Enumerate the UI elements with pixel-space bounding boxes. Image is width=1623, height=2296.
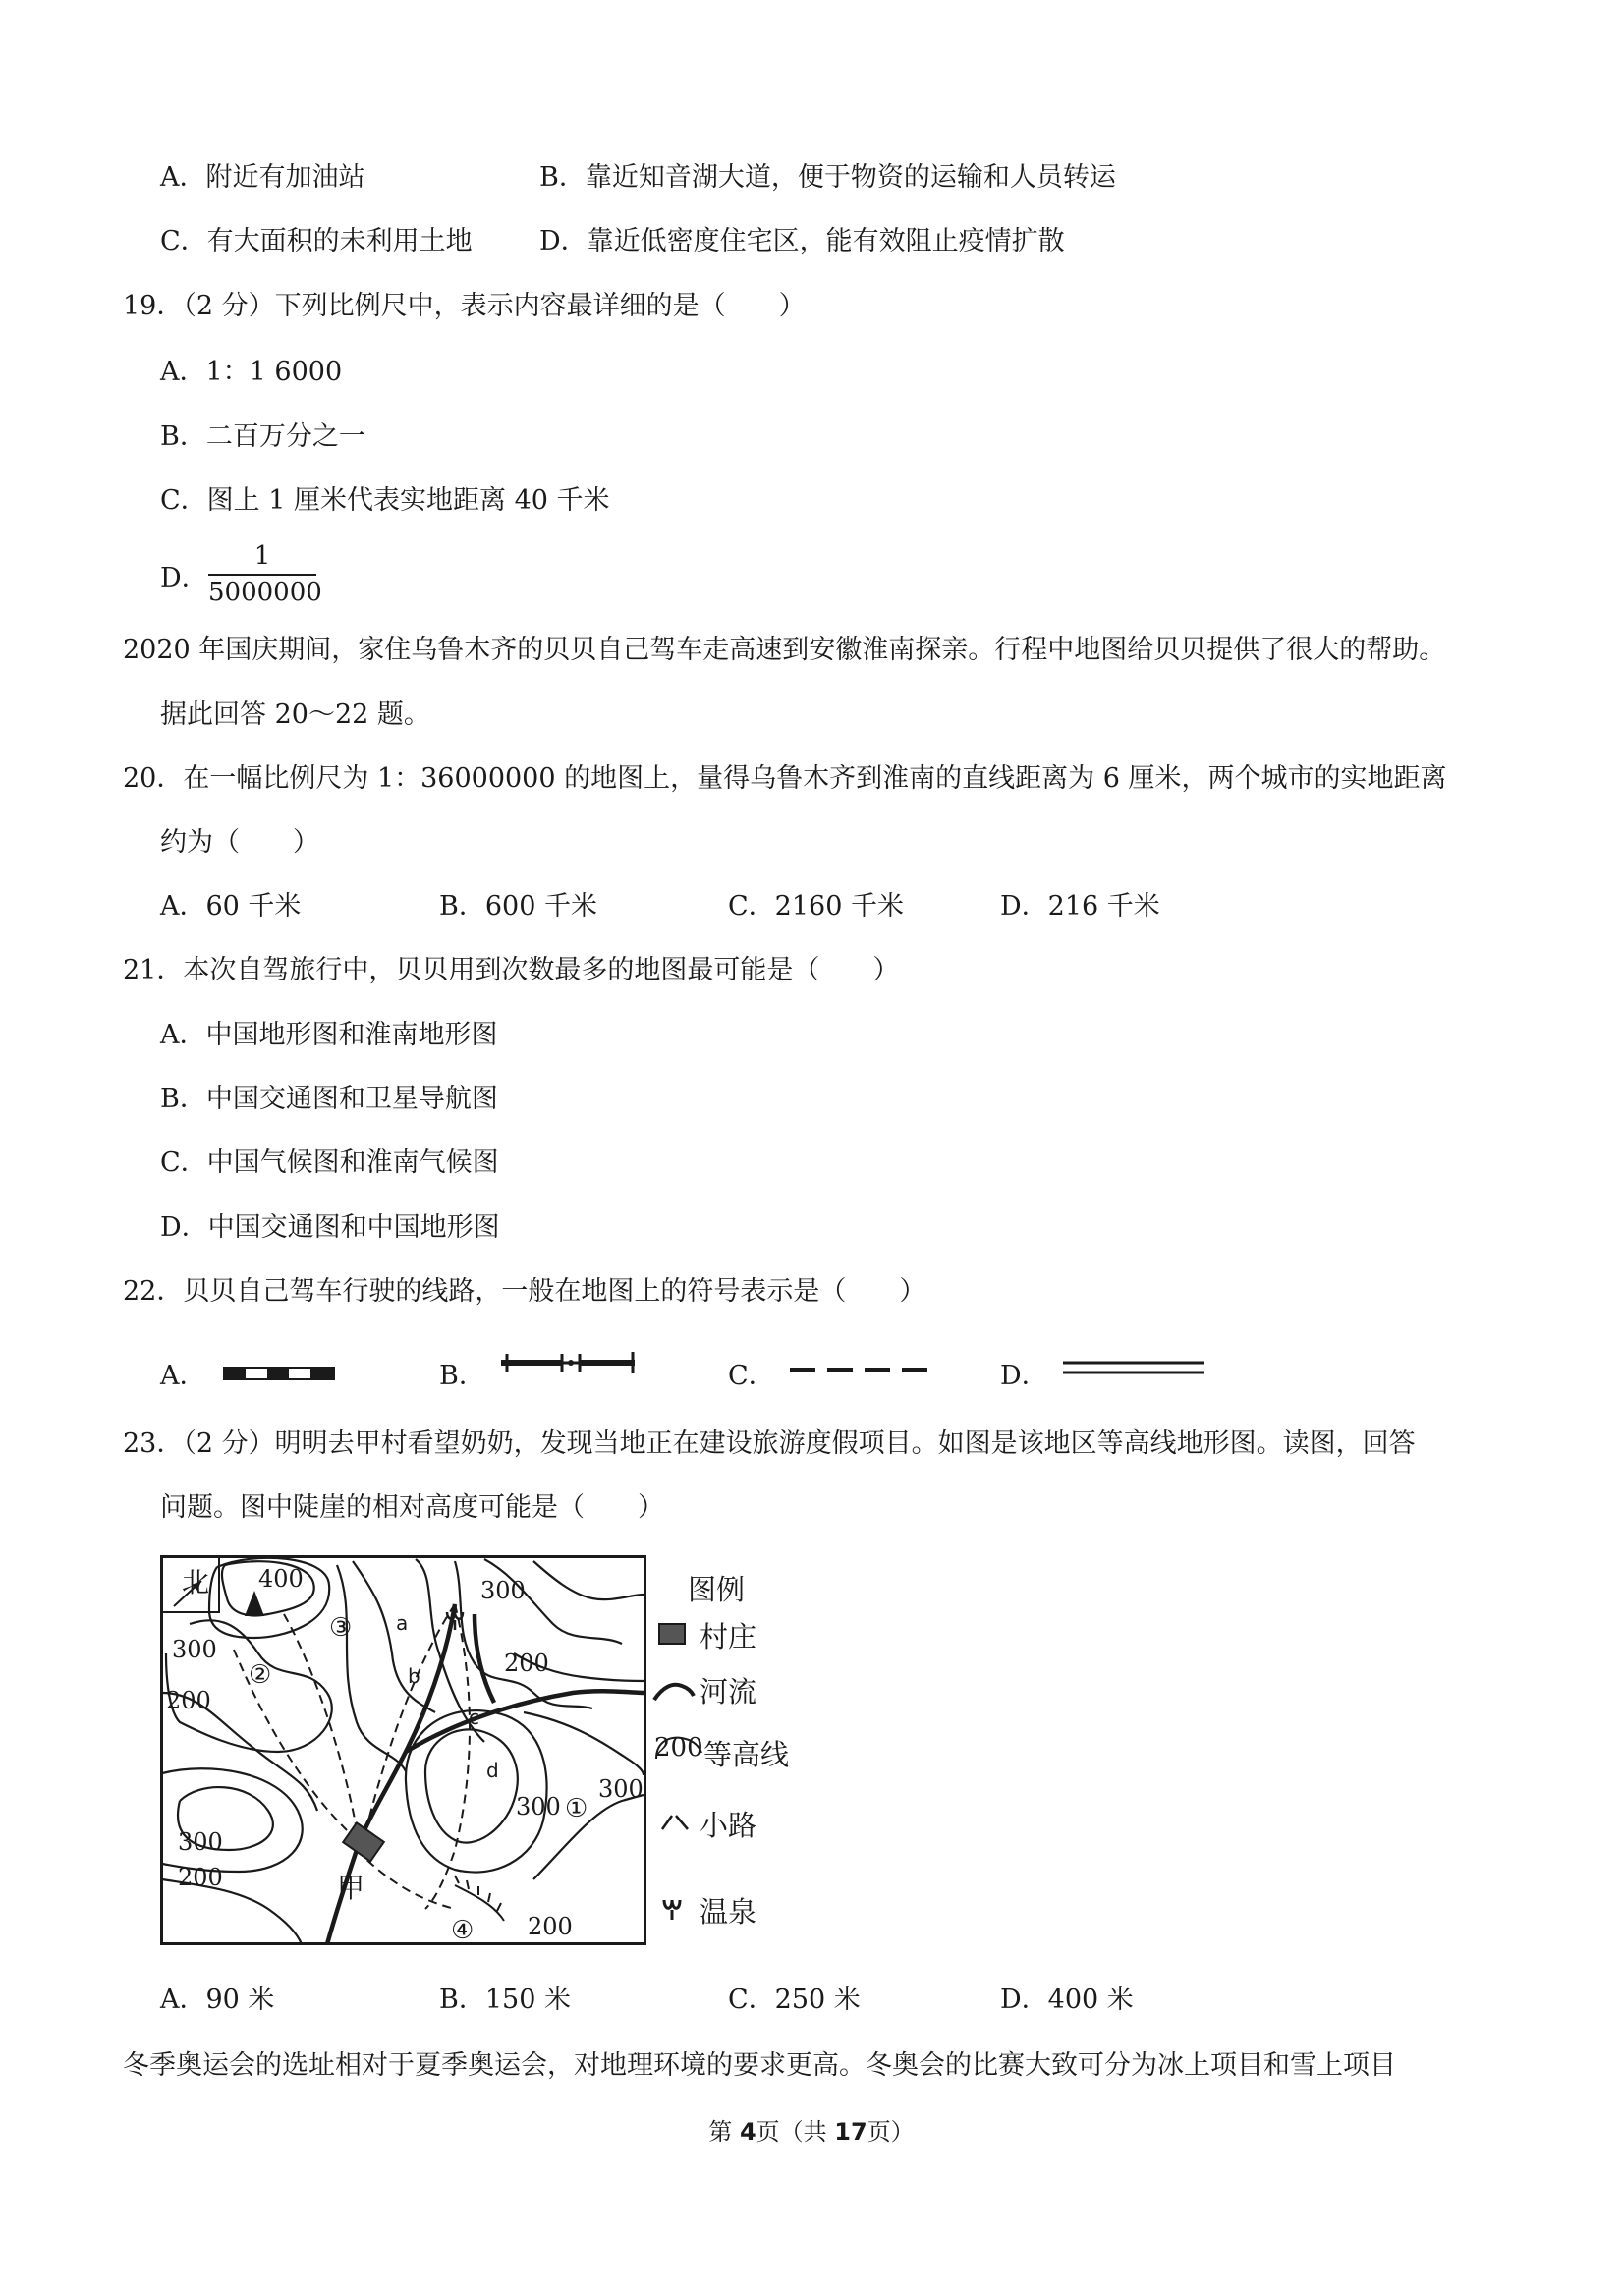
dashed-line-symbol <box>788 1358 929 1381</box>
point-b-label: b <box>408 1664 420 1688</box>
intro-line-2: 据此回答 20～22 题。 <box>160 700 430 730</box>
legend-river: 河流 <box>700 1675 757 1708</box>
label-400: 400 <box>258 1565 304 1593</box>
intro-line-1: 2020 年国庆期间，家住乌鲁木齐的贝贝自己驾车走高速到安徽淮南探亲。行程中地图给贝贝提供了很大的帮助。 <box>123 635 1446 665</box>
label-300-right: 300 <box>598 1775 644 1803</box>
legend-village-icon <box>658 1623 686 1645</box>
marker-3: ③ <box>329 1613 353 1643</box>
village-label: 甲 <box>337 1872 365 1904</box>
marker-4: ④ <box>451 1916 475 1945</box>
point-a-label: a <box>396 1611 409 1635</box>
legend-path-icon <box>660 1812 690 1831</box>
legend-river-icon <box>652 1678 696 1704</box>
legend-title: 图例 <box>688 1573 746 1606</box>
label-300-top: 300 <box>480 1577 526 1604</box>
q20-option-a: A．60 千米 <box>160 891 302 922</box>
label-200-right: 200 <box>504 1650 549 1677</box>
q21-option-d: D．中国交通图和中国地形图 <box>160 1212 500 1243</box>
fraction-denominator: 5000000 <box>208 578 322 607</box>
footer-middle: 页（共 <box>756 2118 835 2146</box>
footer-prefix: 第 <box>708 2118 740 2146</box>
q20-stem-line-2: 约为（ ） <box>160 827 319 858</box>
q19-option-a: A．1：1 6000 <box>160 357 343 387</box>
legend-hot-spring-icon <box>660 1896 688 1922</box>
q19-option-d-fraction <box>208 540 322 609</box>
q21-option-a: A．中国地形图和淮南地形图 <box>160 1020 498 1050</box>
q22-option-d-label: D． <box>1000 1361 1048 1391</box>
point-c-label: c <box>469 1706 479 1729</box>
q18-option-b: B．靠近知音湖大道，便于物资的运输和人员转运 <box>539 162 1116 193</box>
q18-option-a: A．附近有加油站 <box>160 162 365 193</box>
legend-hot-spring: 温泉 <box>700 1895 757 1929</box>
legend-village: 村庄 <box>700 1620 757 1653</box>
q19-option-b: B．二百万分之一 <box>160 421 365 452</box>
label-300-bottom-left: 300 <box>178 1828 223 1856</box>
q19-stem: 19．（2 分）下列比例尺中，表示内容最详细的是（ ） <box>123 291 806 321</box>
point-d-label: d <box>486 1759 499 1782</box>
q20-option-d: D．216 千米 <box>1000 891 1160 922</box>
marker-2: ② <box>249 1660 272 1690</box>
footer-page-number: 4 <box>739 2118 756 2146</box>
q23-option-b: B．150 米 <box>439 1985 571 2015</box>
double-line-symbol <box>1061 1356 1206 1379</box>
q23-stem-line-1: 23．（2 分）明明去甲村看望奶奶，发现当地正在建设旅游度假项目。如图是该地区等高线地形图。读图，回答 <box>123 1428 1416 1459</box>
marker-1: ① <box>565 1794 588 1823</box>
q22-option-b-label: B． <box>439 1361 485 1391</box>
next-intro-line: 冬季奥运会的选址相对于夏季奥运会，对地理环境的要求更高。冬奥会的比赛大致可分为冰上项目和雪上项目 <box>123 2050 1396 2081</box>
q18-option-d: D．靠近低密度住宅区，能有效阻止疫情扩散 <box>539 226 1065 256</box>
q23-stem-line-2: 问题。图中陡崖的相对高度可能是（ ） <box>160 1492 664 1523</box>
q23-option-a: A．90 米 <box>160 1985 275 2015</box>
q19-option-c: C．图上 1 厘米代表实地距离 40 千米 <box>160 485 610 516</box>
q23-option-d: D．400 米 <box>1000 1985 1134 2015</box>
q22-option-c-label: C． <box>728 1361 775 1391</box>
label-300-center: 300 <box>516 1793 561 1820</box>
q22-option-a-label: A． <box>160 1361 206 1391</box>
q21-option-b: B．中国交通图和卫星导航图 <box>160 1084 498 1114</box>
legend-contour: 等高线 <box>703 1738 790 1771</box>
legend-contour-value: 200 <box>654 1733 703 1763</box>
label-200-left: 200 <box>166 1687 211 1714</box>
label-200-bottom-left: 200 <box>178 1864 223 1891</box>
q19-option-d-label: D． <box>160 563 208 593</box>
label-300-left: 300 <box>172 1636 217 1663</box>
q20-option-c: C．2160 千米 <box>728 891 904 922</box>
footer-total-pages: 17 <box>834 2118 867 2146</box>
q20-stem-line-1: 20．在一幅比例尺为 1：36000000 的地图上，量得乌鲁木齐到淮南的直线距离为 6 厘米，两个城市的实地距离 <box>123 763 1447 794</box>
fraction-numerator: 1 <box>253 541 271 571</box>
page-footer <box>0 2112 1623 2147</box>
q22-stem: 22．贝贝自己驾车行驶的线路，一般在地图上的符号表示是（ ） <box>123 1276 926 1307</box>
legend-path: 小路 <box>700 1809 757 1842</box>
label-200-bottom: 200 <box>528 1913 573 1940</box>
q20-option-b: B．600 千米 <box>439 891 597 922</box>
q21-option-c: C．中国气候图和淮南气候图 <box>160 1148 499 1178</box>
q18-option-c: C．有大面积的未利用土地 <box>160 226 473 256</box>
boundary-symbol <box>499 1346 637 1379</box>
north-label: 北 <box>182 1566 210 1598</box>
contour-map <box>160 1555 646 1945</box>
railway-symbol <box>222 1360 336 1389</box>
footer-suffix: 页） <box>867 2118 915 2146</box>
q23-option-c: C．250 米 <box>728 1985 861 2015</box>
q21-stem: 21．本次自驾旅行中，贝贝用到次数最多的地图最可能是（ ） <box>123 955 900 985</box>
